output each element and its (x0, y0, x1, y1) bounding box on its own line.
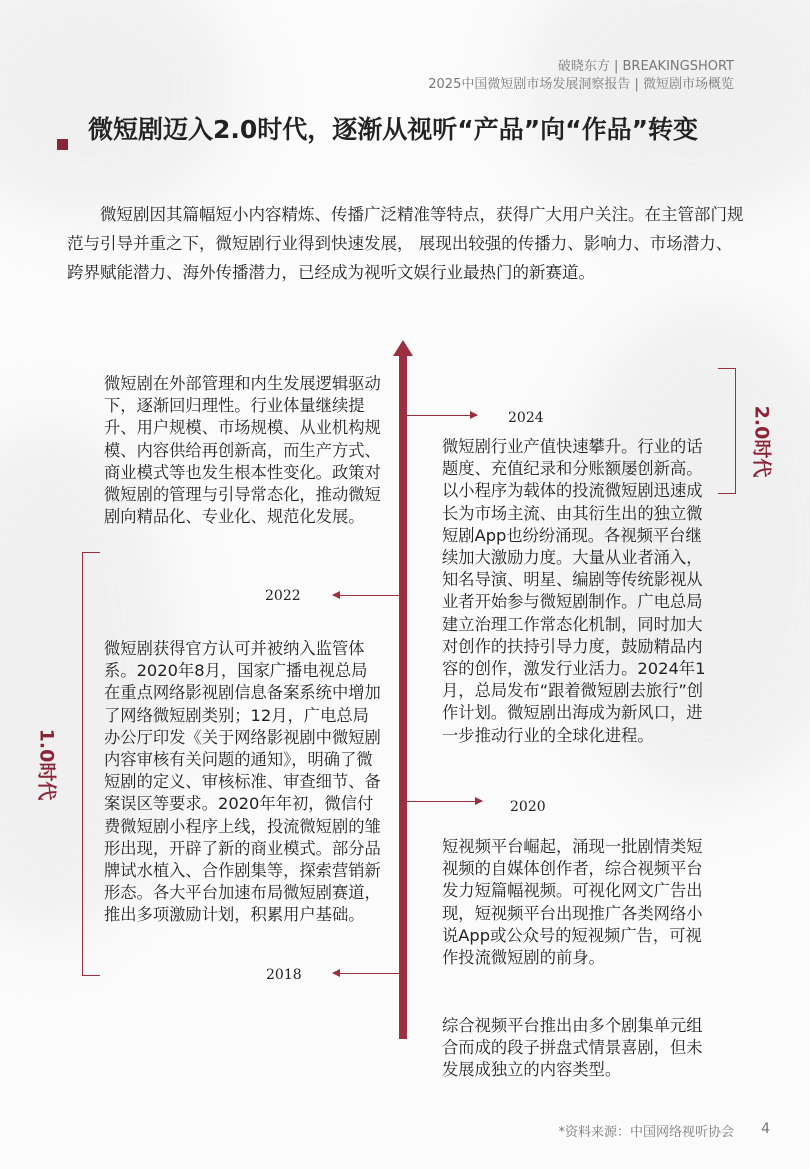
era-label-1: 1.0时代 (35, 728, 58, 801)
year-2022: 2022 (265, 588, 301, 604)
intro-paragraph: 微短剧因其篇幅短小内容精炼、传播广泛精准等特点，获得广大用户关注。在主管部门规范与引导并重之下，微短剧行业得到快速发展， 展现出较强的传播力、影响力、市场潜力、跨界赋能潜力、海外传播潜力，已经成为视听文娱行业最热门的新赛道。 (67, 205, 744, 282)
connector-2022 (333, 595, 399, 596)
era-bracket-1 (82, 552, 100, 976)
background-shape (520, 0, 810, 220)
timeline-axis (399, 352, 407, 1039)
connector-2020 (407, 801, 482, 802)
era-label-2: 2.0时代 (750, 405, 773, 478)
era-bracket-2 (718, 368, 736, 494)
page-title: 微短剧迈入2.0时代，逐渐从视听“产品”向“作品”转变 (88, 115, 699, 144)
timeline-arrow-head (393, 340, 413, 356)
header-report-title: 2025中国微短剧市场发展洞察报告 | 微短剧市场概览 (428, 77, 734, 92)
source-note: *资料来源：中国网络视听协会 (558, 1125, 734, 1140)
page-number: 4 (761, 1121, 770, 1137)
timeline-text-2024-left: 微短剧在外部管理和内生发展逻辑驱动下，逐渐回归理性。行业体量继续提升、用户规模、市场规模、从业机构规模、内容供给再创新高，而生产方式、商业模式等也发生根本性变化。政策对微短剧的管理与引导常态化，推动微短剧向精品化、专业化、规范化发展。 (104, 374, 381, 527)
background-shape (0, 0, 240, 220)
year-2024: 2024 (508, 410, 544, 426)
page-header (428, 58, 734, 94)
header-brand: 破晓东方 | BREAKINGSHORT (557, 59, 734, 74)
title-marker (57, 139, 68, 150)
connector-2018 (333, 973, 399, 974)
year-2018: 2018 (266, 967, 302, 983)
timeline-text-2022-2024: 微短剧行业产值快速攀升。行业的话题度、充值纪录和分账额屡创新高。以小程序为载体的投流微短剧迅速成长为市场主流、由其衍生出的独立微短剧App也纷纷涌现。各视频平台继续加大激励力度。大量从业者涌入，知名导演、明星、编剧等传统影视从业者开始参与微短剧制作。广电总局建立治理工作常态化机制，同时加大对创作的扶持引导力度，鼓励精品内容的创作，激发行业活力。2024年1月，总局发布“跟着微短剧去旅行”创作计划。微短剧出海成为新风口，进一步推动行业的全球化进程。 (442, 437, 706, 745)
timeline-text-2018-2020: 短视频平台崛起，涌现一批剧情类短视频的自媒体创作者，综合视频平台发力短篇幅视频。可视化网文广告出现，短视频平台出现推广各类网络小说App或公众号的短视频广告，可视作投流微短剧的前身。 (442, 837, 703, 968)
year-2020: 2020 (510, 799, 546, 815)
timeline-text-before-2018: 综合视频平台推出由多个剧集单元组合而成的段子拼盘式情景喜剧，但未发展成独立的内容类型。 (442, 1016, 703, 1080)
timeline-text-2020-2022: 微短剧获得官方认可并被纳入监管体系。2020年8月，国家广播电视总局在重点网络影视剧信息备案系统中增加了网络微短剧类别；12月，广电总局办公厅印发《关于网络影视剧中微短剧内容审核有关问题的通知》，明确了微短剧的定义、审核标准、审查细节、备案误区等要求。2020年年初，微信付费微短剧小程序上线，投流微短剧的雏形出现，开辟了新的商业模式。部分品牌试水植入、合作剧集等，探索营销新形态。各大平台加速布局微短剧赛道，推出多项激励计划，积累用户基础。 (104, 639, 381, 925)
connector-2024 (407, 415, 477, 416)
